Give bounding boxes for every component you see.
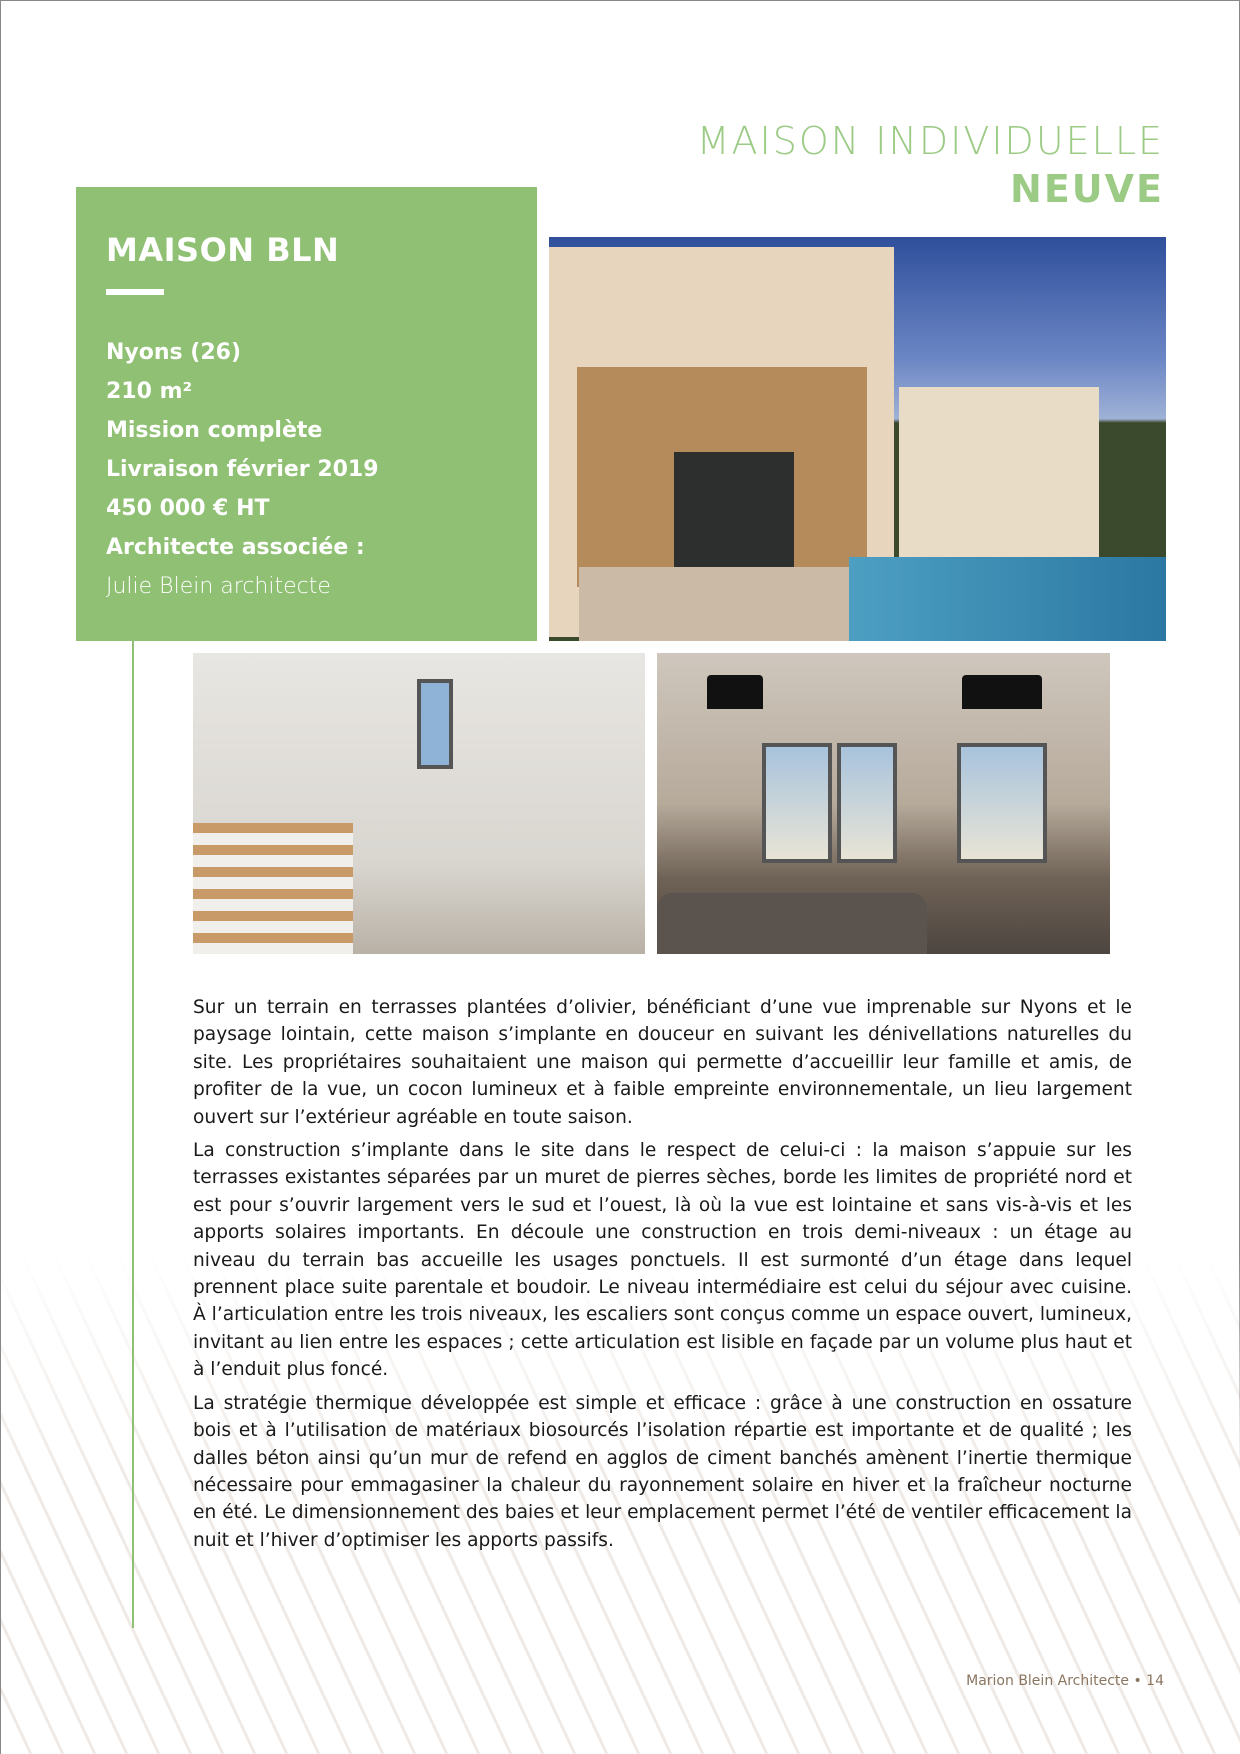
paragraph: Sur un terrain en terrasses plantées d’olivier, bénéficiant d’une vue imprenable sur Nyons et le paysage lointain, cette maison s’implante en douceur en suivant les dénivellations naturelles du site. Les propriétaires souhaitaient une maison qui permette d’accueillir leur famille et amis, de profiter de la vue, un cocon lumineux et à faible empreinte environnementale, un lieu largement ouvert sur l’extérieur agréable en toute saison.	[193, 997, 1132, 1128]
project-details	[106, 333, 507, 606]
project-associate-name: Julie Blein architecte	[106, 574, 331, 599]
category-line1: MAISON INDIVIDUELLE	[696, 119, 1164, 163]
living-room-photo	[657, 653, 1110, 954]
project-area: 210 m²	[106, 379, 193, 404]
project-delivery: Livraison février 2019	[106, 457, 379, 482]
accent-vertical-line	[132, 641, 134, 1628]
project-title: MAISON BLN	[106, 231, 340, 269]
title-underline	[106, 289, 164, 295]
page-footer: Marion Blein Architecte • 14	[966, 1673, 1164, 1689]
project-info-box	[76, 187, 537, 641]
exterior-photo	[549, 237, 1166, 641]
project-location: Nyons (26)	[106, 340, 242, 365]
category-line2: NEUVE	[1010, 167, 1164, 211]
project-mission: Mission complète	[106, 418, 323, 443]
paragraph: La stratégie thermique développée est simple et efficace : grâce à une construction en ossature bois et à l’utilisation de matériaux biosourcés l’isolation répartie est importante et de qualité ; les dalles béton ainsi qu’un mur de refend en agglos de ciment banchés amènent l’inertie thermique nécessaire pour emmagasiner la chaleur du rayonnement solaire en hiver et la fraîcheur nocturne en été. Le dimensionnement des baies et leur emplacement permet l’été de ventiler efficacement la nuit et l’hiver d’optimiser les apports passifs.	[193, 1392, 1132, 1551]
project-cost: 450 000 € HT	[106, 496, 270, 521]
staircase-photo	[193, 653, 645, 954]
category-heading	[697, 117, 1164, 213]
project-associate-label: Architecte associée :	[106, 535, 365, 560]
project-description	[193, 994, 1132, 1560]
paragraph: La construction s’implante dans le site dans le respect de celui-ci : la maison s’appuie sur les terrasses existantes séparées par un muret de pierres sèches, borde les limites de propriété nord et est pour s’ouvrir largement vers le sud et l’ouest, là où la vue est lointaine et sans vis-à-vis et les apports solaires importants. En découle une construction en trois demi-niveaux : un étage au niveau du terrain bas accueille les usages ponctuels. Il est surmonté d’un étage dans lequel prennent place suite parentale et boudoir. Le niveau intermédiaire est celui du séjour avec cuisine. À l’articulation entre les trois niveaux, les escaliers sont conçus comme un espace ouvert, lumineux, invitant au lien entre les espaces ; cette articulation est lisible en façade par un volume plus haut et à l’enduit plus foncé.	[193, 1140, 1132, 1381]
